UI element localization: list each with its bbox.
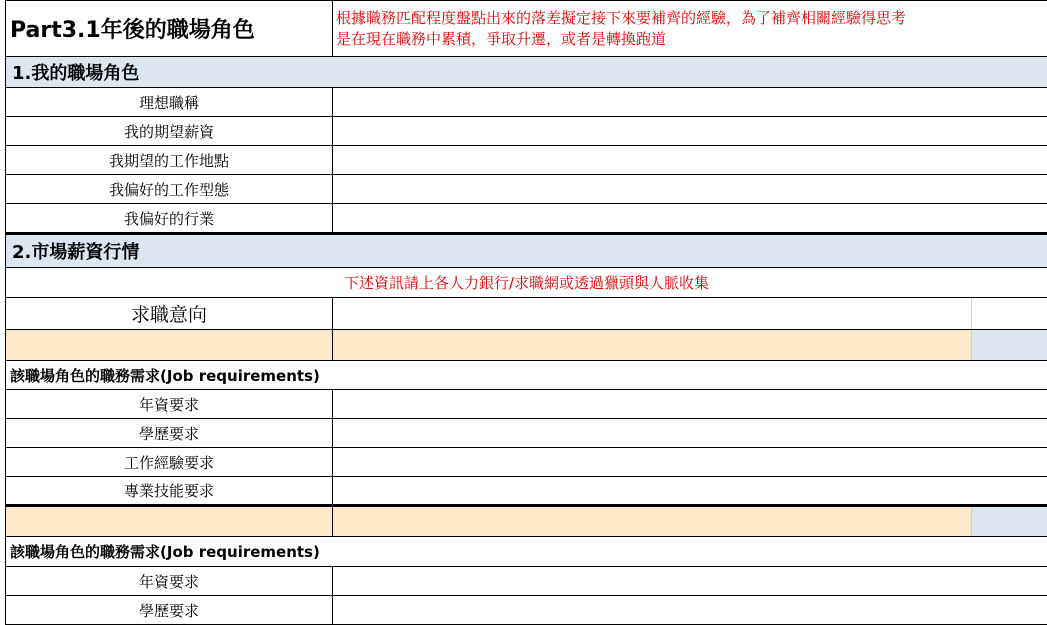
table-row xyxy=(5,390,1047,419)
page-title-cell[interactable] xyxy=(6,1,333,56)
row-label-cell[interactable] xyxy=(6,596,333,624)
row-label-cell[interactable] xyxy=(6,88,333,116)
row-label: 我的期望薪資 xyxy=(123,122,214,141)
section2-note-row[interactable] xyxy=(5,268,1047,298)
header-row xyxy=(5,0,1047,57)
row-value-cell[interactable] xyxy=(333,448,1047,476)
row-label: 專業技能要求 xyxy=(123,482,214,500)
row-label: 我期望的工作地點 xyxy=(108,151,229,170)
requirements-heading-cell xyxy=(6,537,1047,566)
section2-note: 下述資訊請上各人力銀行/求職網或透過獵頭與人脈收集 xyxy=(343,274,710,292)
job-intent-row xyxy=(5,298,1047,330)
row-label-cell[interactable] xyxy=(6,204,333,232)
row-value-cell[interactable] xyxy=(333,146,1047,174)
job-intent-label-cell[interactable] xyxy=(6,298,333,329)
row-label-cell[interactable] xyxy=(6,117,333,145)
highlight-extra-cell[interactable] xyxy=(972,330,1047,360)
row-label-cell[interactable] xyxy=(6,419,333,447)
row-label: 年資要求 xyxy=(138,572,199,591)
section1-heading-cell xyxy=(6,57,1047,87)
section1-title: 1.我的職場角色 xyxy=(12,63,140,84)
section2-note-cell xyxy=(6,268,1047,297)
row-value-cell[interactable] xyxy=(333,175,1047,203)
table-row xyxy=(5,204,1047,235)
page-title: Part3.1年後的職場角色 xyxy=(10,18,255,43)
row-label-cell[interactable] xyxy=(6,146,333,174)
row-value-cell[interactable] xyxy=(333,204,1047,232)
job-intent-extra-cell[interactable] xyxy=(972,298,1047,329)
highlight-row xyxy=(5,507,1047,537)
row-value-cell[interactable] xyxy=(333,567,1047,595)
row-label: 年資要求 xyxy=(138,395,199,414)
row-label: 我偏好的行業 xyxy=(123,209,214,228)
requirements-heading-row[interactable] xyxy=(5,537,1047,567)
table-row xyxy=(5,419,1047,448)
row-label-cell[interactable] xyxy=(6,175,333,203)
requirements-heading: 該職場角色的職務需求(Job requirements) xyxy=(10,543,320,561)
table-row xyxy=(5,146,1047,175)
row-value-cell[interactable] xyxy=(333,477,1047,504)
section2-heading-row[interactable] xyxy=(5,235,1047,268)
highlight-extra-cell[interactable] xyxy=(972,507,1047,536)
highlight-label-cell[interactable] xyxy=(6,330,333,360)
row-label: 學歷要求 xyxy=(138,601,199,620)
row-label: 學歷要求 xyxy=(138,424,199,443)
row-label-cell[interactable] xyxy=(6,477,333,504)
table-row xyxy=(5,117,1047,146)
table-row xyxy=(5,567,1047,596)
highlight-value-cell[interactable] xyxy=(333,330,972,360)
row-label: 理想職稱 xyxy=(138,93,199,112)
job-intent-label: 求職意向 xyxy=(130,304,207,326)
row-value-cell[interactable] xyxy=(333,117,1047,145)
row-value-cell[interactable] xyxy=(333,390,1047,418)
row-label-cell[interactable] xyxy=(6,390,333,418)
table-row xyxy=(5,88,1047,117)
requirements-heading-row[interactable] xyxy=(5,361,1047,390)
table-row xyxy=(5,477,1047,507)
header-note-line1: 根據職務匹配程度盤點出來的落差擬定接下來要補齊的經驗，為了補齊相關經驗得思考 xyxy=(336,8,907,27)
table-row xyxy=(5,175,1047,204)
section2-heading-cell xyxy=(6,235,1047,267)
requirements-heading: 該職場角色的職務需求(Job requirements) xyxy=(10,366,320,385)
row-value-cell[interactable] xyxy=(333,596,1047,624)
worksheet xyxy=(5,0,1047,621)
section1-heading-row[interactable] xyxy=(5,57,1047,88)
row-value-cell[interactable] xyxy=(333,88,1047,116)
requirements-heading-cell xyxy=(6,361,1047,389)
highlight-value-cell[interactable] xyxy=(333,507,972,536)
job-intent-value-cell[interactable] xyxy=(333,298,972,329)
row-label-cell[interactable] xyxy=(6,448,333,476)
header-note-cell[interactable] xyxy=(333,1,1047,56)
table-row xyxy=(5,448,1047,477)
highlight-row xyxy=(5,330,1047,361)
row-value-cell[interactable] xyxy=(333,419,1047,447)
highlight-label-cell[interactable] xyxy=(6,507,333,536)
header-note-line2: 是在現在職務中累積，爭取升遷，或者是轉換跑道 xyxy=(336,29,667,48)
section2-title: 2.市場薪資行情 xyxy=(12,242,140,263)
row-label-cell[interactable] xyxy=(6,567,333,595)
row-label: 我偏好的工作型態 xyxy=(108,180,229,199)
row-label: 工作經驗要求 xyxy=(123,453,214,472)
